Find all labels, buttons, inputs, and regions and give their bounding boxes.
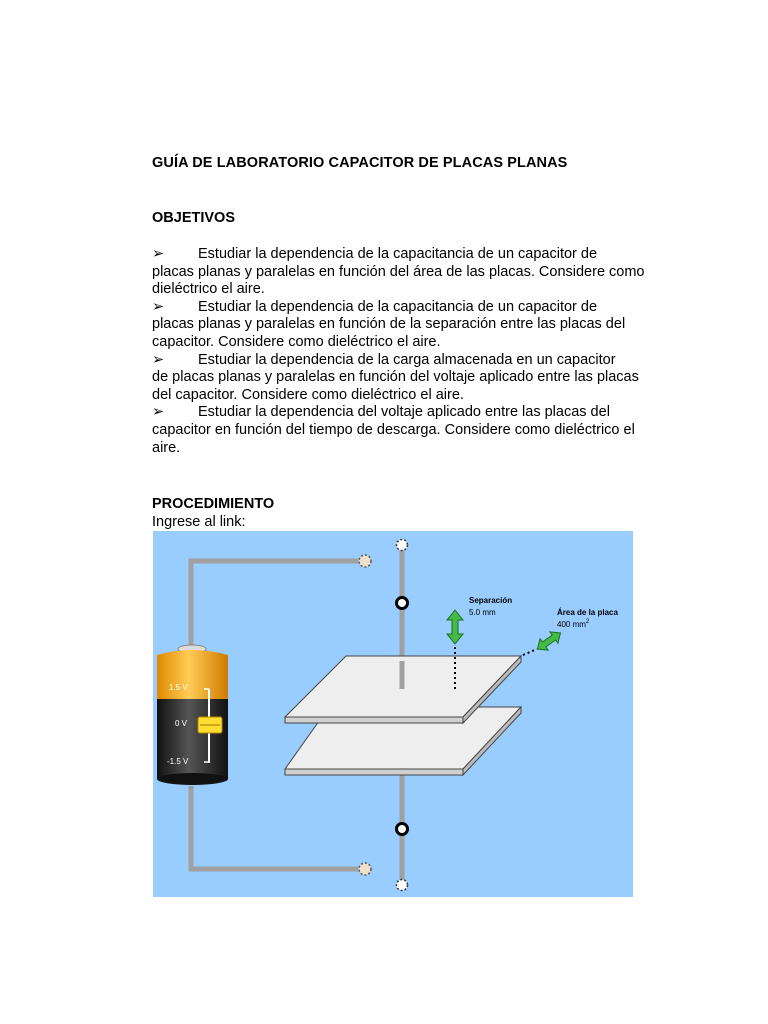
bullet-arrow-icon: ➢ [152, 246, 165, 262]
battery [157, 645, 228, 785]
area-label: Área de la placa [557, 608, 618, 617]
document-title: GUÍA DE LABORATORIO CAPACITOR DE PLACAS PLANAS [152, 155, 568, 171]
bullet-arrow-icon: ➢ [152, 298, 165, 315]
objective-item: ➢ Estudiar la dependencia del voltaje aplicado entre las placas del capacitor en función del tiempo de descarga. Considere como dieléctrico el aire. [152, 404, 635, 456]
objectives-heading: OBJETIVOS [152, 210, 235, 226]
battery-label-zero: 0 V [175, 719, 188, 728]
bullet-arrow-icon: ➢ [152, 404, 165, 421]
capacitor-simulation[interactable] [153, 531, 633, 897]
battery-label-positive: 1.5 V [169, 683, 188, 692]
procedure-intro: Ingrese al link: [152, 514, 246, 530]
objective-item: ➢ Estudiar la dependencia de la capacitancia de un capacitor de placas planas y paralelas en función del área de las placas. Considere como dieléctrico el aire. [152, 246, 645, 298]
battery-orange-top [157, 650, 228, 703]
plate-terminal-bottom-icon[interactable] [397, 824, 408, 835]
bullet-arrow-icon: ➢ [152, 351, 165, 368]
separation-value: 5.0 mm [469, 608, 496, 617]
objectives-list [152, 246, 652, 457]
objective-item: ➢ Estudiar la dependencia de la capacitancia de un capacitor de placas planas y paralelas en función de la separación entre las placas del capacitor. Considere como dieléctrico el aire. [152, 298, 626, 350]
battery-label-negative: -1.5 V [167, 757, 189, 766]
objective-item: ➢ Estudiar la dependencia de la carga almacenada en un capacitor de placas planas y paralelas en función del voltaje aplicado entre las placas del capacitor. Considere como dieléctrico el aire. [152, 351, 639, 403]
procedure-heading: PROCEDIMIENTO [152, 496, 275, 512]
separation-label: Separación [469, 596, 513, 605]
plate-terminal-top-open-icon[interactable] [397, 540, 408, 551]
wire-end-bottom-icon[interactable] [359, 863, 371, 875]
plate-terminal-top-icon[interactable] [397, 598, 408, 609]
wire-end-top-icon[interactable] [359, 555, 371, 567]
plate-terminal-bottom-open-icon[interactable] [397, 880, 408, 891]
area-value: 400 $mm^2$ [557, 619, 590, 629]
battery-black-body [157, 699, 228, 779]
